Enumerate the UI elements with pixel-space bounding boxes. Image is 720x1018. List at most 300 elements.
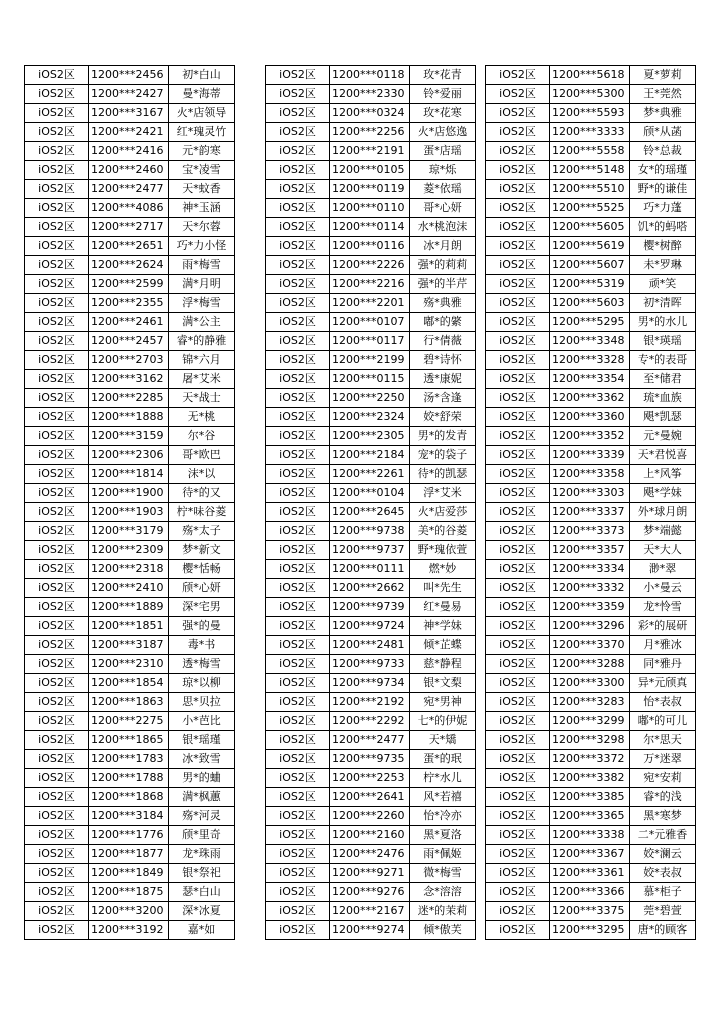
player-name-cell: 微*梅雪 xyxy=(410,864,476,883)
table-row xyxy=(25,921,235,940)
account-id-cell: 1200***0116 xyxy=(330,237,410,256)
account-id-cell: 1200***5558 xyxy=(550,142,630,161)
account-id-cell: 1200***1776 xyxy=(89,826,169,845)
player-name-cell: 银*瑶瑾 xyxy=(169,731,235,750)
account-id-cell: 1200***2216 xyxy=(330,275,410,294)
account-id-cell: 1200***5618 xyxy=(550,66,630,85)
table-row xyxy=(266,427,476,446)
table-row xyxy=(266,484,476,503)
account-id-cell: 1200***0107 xyxy=(330,313,410,332)
account-id-cell: 1200***9735 xyxy=(330,750,410,769)
player-name-cell: 琉*血族 xyxy=(630,389,696,408)
player-name-cell: 无*桃 xyxy=(169,408,235,427)
server-cell: iOS2区 xyxy=(486,579,550,598)
table-row xyxy=(25,693,235,712)
player-name-cell: 叫*先生 xyxy=(410,579,476,598)
account-id-cell: 1200***9271 xyxy=(330,864,410,883)
player-name-cell: 银*文梨 xyxy=(410,674,476,693)
account-id-cell: 1200***3367 xyxy=(550,845,630,864)
account-id-cell: 1200***2226 xyxy=(330,256,410,275)
player-name-cell: 念*溶溶 xyxy=(410,883,476,902)
server-cell: iOS2区 xyxy=(25,484,89,503)
player-name-cell: 元*韵寒 xyxy=(169,142,235,161)
account-id-cell: 1200***1868 xyxy=(89,788,169,807)
server-cell: iOS2区 xyxy=(25,389,89,408)
server-cell: iOS2区 xyxy=(266,161,330,180)
table-row xyxy=(486,66,696,85)
account-id-cell: 1200***1877 xyxy=(89,845,169,864)
server-cell: iOS2区 xyxy=(25,427,89,446)
server-cell: iOS2区 xyxy=(486,427,550,446)
table-row xyxy=(486,522,696,541)
account-id-cell: 1200***2191 xyxy=(330,142,410,161)
server-cell: iOS2区 xyxy=(266,351,330,370)
account-id-cell: 1200***3373 xyxy=(550,522,630,541)
account-id-cell: 1200***2324 xyxy=(330,408,410,427)
table-row xyxy=(266,332,476,351)
table-row xyxy=(25,389,235,408)
server-cell: iOS2区 xyxy=(486,845,550,864)
table-row xyxy=(266,883,476,902)
account-id-cell: 1200***2624 xyxy=(89,256,169,275)
table-row xyxy=(486,256,696,275)
table-row xyxy=(266,636,476,655)
server-cell: iOS2区 xyxy=(486,750,550,769)
server-cell: iOS2区 xyxy=(25,541,89,560)
player-name-cell: 风*若禧 xyxy=(410,788,476,807)
table-row xyxy=(25,85,235,104)
table-row xyxy=(25,370,235,389)
player-name-cell: 男*的发青 xyxy=(410,427,476,446)
server-cell: iOS2区 xyxy=(266,256,330,275)
table-row xyxy=(486,123,696,142)
account-id-cell: 1200***1889 xyxy=(89,598,169,617)
account-id-cell: 1200***3372 xyxy=(550,750,630,769)
table-row xyxy=(486,921,696,940)
account-id-cell: 1200***2599 xyxy=(89,275,169,294)
table-row xyxy=(25,826,235,845)
server-cell: iOS2区 xyxy=(25,522,89,541)
server-cell: iOS2区 xyxy=(25,351,89,370)
player-name-cell: 透*康妮 xyxy=(410,370,476,389)
server-cell: iOS2区 xyxy=(25,864,89,883)
player-name-cell: 满*公主 xyxy=(169,313,235,332)
account-id-cell: 1200***4086 xyxy=(89,199,169,218)
player-name-cell: 蛋*的珉 xyxy=(410,750,476,769)
account-id-cell: 1200***0105 xyxy=(330,161,410,180)
account-id-cell: 1200***9737 xyxy=(330,541,410,560)
table-row xyxy=(266,579,476,598)
table-row xyxy=(266,788,476,807)
server-cell: iOS2区 xyxy=(25,66,89,85)
player-name-cell: 天*战士 xyxy=(169,389,235,408)
account-id-cell: 1200***9734 xyxy=(330,674,410,693)
table-row xyxy=(266,370,476,389)
table-row xyxy=(25,313,235,332)
table-row xyxy=(25,408,235,427)
player-name-cell: 水*桃泡沫 xyxy=(410,218,476,237)
server-cell: iOS2区 xyxy=(486,655,550,674)
table-row xyxy=(486,142,696,161)
account-id-cell: 1200***5300 xyxy=(550,85,630,104)
player-name-cell: 曼*海蒂 xyxy=(169,85,235,104)
server-cell: iOS2区 xyxy=(486,693,550,712)
account-id-cell: 1200***3375 xyxy=(550,902,630,921)
account-id-cell: 1200***5593 xyxy=(550,104,630,123)
server-cell: iOS2区 xyxy=(266,389,330,408)
table-row xyxy=(266,693,476,712)
table-row xyxy=(266,199,476,218)
table-row xyxy=(486,351,696,370)
table-row xyxy=(486,389,696,408)
account-id-cell: 1200***3298 xyxy=(550,731,630,750)
account-id-cell: 1200***3295 xyxy=(550,921,630,940)
table-row xyxy=(25,579,235,598)
player-name-cell: 宝*凌雪 xyxy=(169,161,235,180)
server-cell: iOS2区 xyxy=(486,294,550,313)
table-row xyxy=(486,275,696,294)
account-id-cell: 1200***0115 xyxy=(330,370,410,389)
table-row xyxy=(266,389,476,408)
record-table-left xyxy=(24,65,235,940)
server-cell: iOS2区 xyxy=(25,465,89,484)
account-id-cell: 1200***2330 xyxy=(330,85,410,104)
table-row xyxy=(266,180,476,199)
table-row xyxy=(25,503,235,522)
server-cell: iOS2区 xyxy=(486,180,550,199)
table-row xyxy=(25,161,235,180)
player-name-cell: 宛*安莉 xyxy=(630,769,696,788)
account-id-cell: 1200***3352 xyxy=(550,427,630,446)
player-name-cell: 美*的谷菱 xyxy=(410,522,476,541)
table-row xyxy=(25,655,235,674)
account-id-cell: 1200***1900 xyxy=(89,484,169,503)
account-id-cell: 1200***1788 xyxy=(89,769,169,788)
player-name-cell: 男*的水儿 xyxy=(630,313,696,332)
player-name-cell: 待*的凯瑟 xyxy=(410,465,476,484)
player-name-cell: 火*店爱莎 xyxy=(410,503,476,522)
server-cell: iOS2区 xyxy=(25,598,89,617)
server-cell: iOS2区 xyxy=(266,826,330,845)
table-row xyxy=(486,313,696,332)
player-name-cell: 透*梅雪 xyxy=(169,655,235,674)
account-id-cell: 1200***0118 xyxy=(330,66,410,85)
player-name-cell: 红*曼易 xyxy=(410,598,476,617)
account-id-cell: 1200***9739 xyxy=(330,598,410,617)
player-name-cell: 二*元雅香 xyxy=(630,826,696,845)
table-row xyxy=(25,598,235,617)
table-row xyxy=(25,845,235,864)
server-cell: iOS2区 xyxy=(25,256,89,275)
account-id-cell: 1200***0119 xyxy=(330,180,410,199)
table-row xyxy=(486,750,696,769)
server-cell: iOS2区 xyxy=(25,693,89,712)
server-cell: iOS2区 xyxy=(486,199,550,218)
server-cell: iOS2区 xyxy=(486,465,550,484)
player-name-cell: 睿*的浅 xyxy=(630,788,696,807)
player-name-cell: 满*枫蕙 xyxy=(169,788,235,807)
table-row xyxy=(266,237,476,256)
account-id-cell: 1200***2318 xyxy=(89,560,169,579)
player-name-cell: 怡*冷亦 xyxy=(410,807,476,826)
account-id-cell: 1200***5295 xyxy=(550,313,630,332)
player-name-cell: 倾*芷蝶 xyxy=(410,636,476,655)
server-cell: iOS2区 xyxy=(266,598,330,617)
player-name-cell: 樱*恬畅 xyxy=(169,560,235,579)
player-name-cell: 火*店悠逸 xyxy=(410,123,476,142)
player-name-cell: 至*储君 xyxy=(630,370,696,389)
account-id-cell: 1200***2260 xyxy=(330,807,410,826)
server-cell: iOS2区 xyxy=(266,218,330,237)
player-name-cell: 冰*致雪 xyxy=(169,750,235,769)
player-name-cell: 彩*的展研 xyxy=(630,617,696,636)
server-cell: iOS2区 xyxy=(266,921,330,940)
server-cell: iOS2区 xyxy=(25,636,89,655)
account-id-cell: 1200***0114 xyxy=(330,218,410,237)
account-id-cell: 1200***3162 xyxy=(89,370,169,389)
account-id-cell: 1200***3333 xyxy=(550,123,630,142)
account-id-cell: 1200***2457 xyxy=(89,332,169,351)
player-name-cell: 月*雅冰 xyxy=(630,636,696,655)
account-id-cell: 1200***2292 xyxy=(330,712,410,731)
table-row xyxy=(486,484,696,503)
server-cell: iOS2区 xyxy=(25,750,89,769)
account-id-cell: 1200***2305 xyxy=(330,427,410,446)
account-id-cell: 1200***9738 xyxy=(330,522,410,541)
account-id-cell: 1200***3288 xyxy=(550,655,630,674)
account-id-cell: 1200***3337 xyxy=(550,503,630,522)
table-row xyxy=(25,674,235,693)
account-id-cell: 1200***3366 xyxy=(550,883,630,902)
server-cell: iOS2区 xyxy=(486,332,550,351)
server-cell: iOS2区 xyxy=(25,161,89,180)
account-id-cell: 1200***3348 xyxy=(550,332,630,351)
account-id-cell: 1200***0104 xyxy=(330,484,410,503)
account-id-cell: 1200***3365 xyxy=(550,807,630,826)
table-row xyxy=(486,807,696,826)
account-id-cell: 1200***1783 xyxy=(89,750,169,769)
account-id-cell: 1200***5605 xyxy=(550,218,630,237)
player-name-cell: 七*的伊妮 xyxy=(410,712,476,731)
account-id-cell: 1200***3385 xyxy=(550,788,630,807)
server-cell: iOS2区 xyxy=(266,712,330,731)
server-cell: iOS2区 xyxy=(266,693,330,712)
server-cell: iOS2区 xyxy=(266,123,330,142)
server-cell: iOS2区 xyxy=(25,883,89,902)
table-row xyxy=(266,408,476,427)
player-name-cell: 渺*翠 xyxy=(630,560,696,579)
player-name-cell: 姣*表叔 xyxy=(630,864,696,883)
account-id-cell: 1200***2460 xyxy=(89,161,169,180)
account-id-cell: 1200***2421 xyxy=(89,123,169,142)
account-id-cell: 1200***3184 xyxy=(89,807,169,826)
player-name-cell: 浮*梅雪 xyxy=(169,294,235,313)
account-id-cell: 1200***9274 xyxy=(330,921,410,940)
table-row xyxy=(266,465,476,484)
table-row xyxy=(266,845,476,864)
table-row xyxy=(266,712,476,731)
server-cell: iOS2区 xyxy=(486,275,550,294)
account-id-cell: 1200***2309 xyxy=(89,541,169,560)
server-cell: iOS2区 xyxy=(266,731,330,750)
table-row xyxy=(486,408,696,427)
player-name-cell: 火*店领导 xyxy=(169,104,235,123)
server-cell: iOS2区 xyxy=(486,484,550,503)
table-row xyxy=(25,883,235,902)
account-id-cell: 1200***2410 xyxy=(89,579,169,598)
player-name-cell: 颀*从菡 xyxy=(630,123,696,142)
player-name-cell: 巧*力蓬 xyxy=(630,199,696,218)
account-id-cell: 1200***2167 xyxy=(330,902,410,921)
server-cell: iOS2区 xyxy=(25,674,89,693)
player-name-cell: 玫*花青 xyxy=(410,66,476,85)
server-cell: iOS2区 xyxy=(266,560,330,579)
player-name-cell: 红*瑰灵竹 xyxy=(169,123,235,142)
server-cell: iOS2区 xyxy=(25,902,89,921)
table-row xyxy=(25,769,235,788)
server-cell: iOS2区 xyxy=(486,161,550,180)
account-id-cell: 1200***5607 xyxy=(550,256,630,275)
player-name-cell: 小*曼云 xyxy=(630,579,696,598)
player-name-cell: 万*迷翠 xyxy=(630,750,696,769)
account-id-cell: 1200***0117 xyxy=(330,332,410,351)
table-row xyxy=(25,237,235,256)
server-cell: iOS2区 xyxy=(25,655,89,674)
account-id-cell: 1200***1854 xyxy=(89,674,169,693)
server-cell: iOS2区 xyxy=(266,66,330,85)
server-cell: iOS2区 xyxy=(25,921,89,940)
server-cell: iOS2区 xyxy=(266,788,330,807)
server-cell: iOS2区 xyxy=(486,351,550,370)
account-id-cell: 1200***3299 xyxy=(550,712,630,731)
player-name-cell: 柠*味谷菱 xyxy=(169,503,235,522)
account-id-cell: 1200***9724 xyxy=(330,617,410,636)
table-row xyxy=(266,674,476,693)
table-row xyxy=(266,731,476,750)
player-name-cell: 尔*谷 xyxy=(169,427,235,446)
table-row xyxy=(486,199,696,218)
player-name-cell: 银*瑛瑶 xyxy=(630,332,696,351)
account-id-cell: 1200***3361 xyxy=(550,864,630,883)
account-id-cell: 1200***2261 xyxy=(330,465,410,484)
account-id-cell: 1200***2461 xyxy=(89,313,169,332)
table-row xyxy=(486,560,696,579)
player-name-cell: 异*元颀真 xyxy=(630,674,696,693)
server-cell: iOS2区 xyxy=(25,788,89,807)
account-id-cell: 1200***3382 xyxy=(550,769,630,788)
player-name-cell: 哥*心妍 xyxy=(410,199,476,218)
player-name-cell: 行*倩薇 xyxy=(410,332,476,351)
table-row xyxy=(266,85,476,104)
server-cell: iOS2区 xyxy=(266,902,330,921)
table-row xyxy=(25,123,235,142)
player-name-cell: 姣*舒荣 xyxy=(410,408,476,427)
account-id-cell: 1200***3200 xyxy=(89,902,169,921)
player-name-cell: 饥*的蚂嗒 xyxy=(630,218,696,237)
table-row xyxy=(266,66,476,85)
account-id-cell: 1200***3167 xyxy=(89,104,169,123)
table-row xyxy=(266,123,476,142)
player-name-cell: 碧*诗怀 xyxy=(410,351,476,370)
account-id-cell: 1200***5510 xyxy=(550,180,630,199)
server-cell: iOS2区 xyxy=(266,484,330,503)
table-row xyxy=(266,256,476,275)
player-name-cell: 野*瑰依萱 xyxy=(410,541,476,560)
server-cell: iOS2区 xyxy=(266,104,330,123)
table-row xyxy=(486,864,696,883)
player-name-cell: 殇*太子 xyxy=(169,522,235,541)
player-name-cell: 颀*里奇 xyxy=(169,826,235,845)
server-cell: iOS2区 xyxy=(266,617,330,636)
player-name-cell: 顽*笑 xyxy=(630,275,696,294)
server-cell: iOS2区 xyxy=(266,807,330,826)
player-name-cell: 黑*寒梦 xyxy=(630,807,696,826)
server-cell: iOS2区 xyxy=(25,370,89,389)
player-name-cell: 强*的莉莉 xyxy=(410,256,476,275)
table-row xyxy=(25,712,235,731)
account-id-cell: 1200***5148 xyxy=(550,161,630,180)
account-id-cell: 1200***3354 xyxy=(550,370,630,389)
player-name-cell: 飓*学妹 xyxy=(630,484,696,503)
server-cell: iOS2区 xyxy=(25,560,89,579)
server-cell: iOS2区 xyxy=(25,275,89,294)
player-name-cell: 哥*欧巴 xyxy=(169,446,235,465)
server-cell: iOS2区 xyxy=(486,123,550,142)
account-id-cell: 1200***2645 xyxy=(330,503,410,522)
player-name-cell: 汤*含逢 xyxy=(410,389,476,408)
player-name-cell: 蛋*店瑶 xyxy=(410,142,476,161)
account-id-cell: 1200***9733 xyxy=(330,655,410,674)
account-id-cell: 1200***2310 xyxy=(89,655,169,674)
table-row xyxy=(486,104,696,123)
table-row xyxy=(486,370,696,389)
account-id-cell: 1200***2717 xyxy=(89,218,169,237)
account-id-cell: 1200***5319 xyxy=(550,275,630,294)
server-cell: iOS2区 xyxy=(25,85,89,104)
server-cell: iOS2区 xyxy=(486,237,550,256)
table-row xyxy=(266,294,476,313)
player-name-cell: 莞*碧萱 xyxy=(630,902,696,921)
table-row xyxy=(25,731,235,750)
player-name-cell: 颀*心妍 xyxy=(169,579,235,598)
server-cell: iOS2区 xyxy=(486,636,550,655)
server-cell: iOS2区 xyxy=(486,218,550,237)
table-row xyxy=(25,617,235,636)
table-row xyxy=(25,104,235,123)
table-row xyxy=(25,807,235,826)
server-cell: iOS2区 xyxy=(486,731,550,750)
player-name-cell: 元*曼婉 xyxy=(630,427,696,446)
table-row xyxy=(25,560,235,579)
table-row xyxy=(266,598,476,617)
account-id-cell: 1200***1875 xyxy=(89,883,169,902)
player-name-cell: 琼*烁 xyxy=(410,161,476,180)
player-name-cell: 瑟*白山 xyxy=(169,883,235,902)
table-row xyxy=(266,617,476,636)
account-id-cell: 1200***3358 xyxy=(550,465,630,484)
account-id-cell: 1200***3359 xyxy=(550,598,630,617)
server-cell: iOS2区 xyxy=(486,66,550,85)
account-id-cell: 1200***9276 xyxy=(330,883,410,902)
server-cell: iOS2区 xyxy=(25,332,89,351)
server-cell: iOS2区 xyxy=(486,712,550,731)
account-id-cell: 1200***2306 xyxy=(89,446,169,465)
table-row xyxy=(486,693,696,712)
table-row xyxy=(25,427,235,446)
server-cell: iOS2区 xyxy=(266,332,330,351)
table-row xyxy=(486,541,696,560)
server-cell: iOS2区 xyxy=(486,522,550,541)
